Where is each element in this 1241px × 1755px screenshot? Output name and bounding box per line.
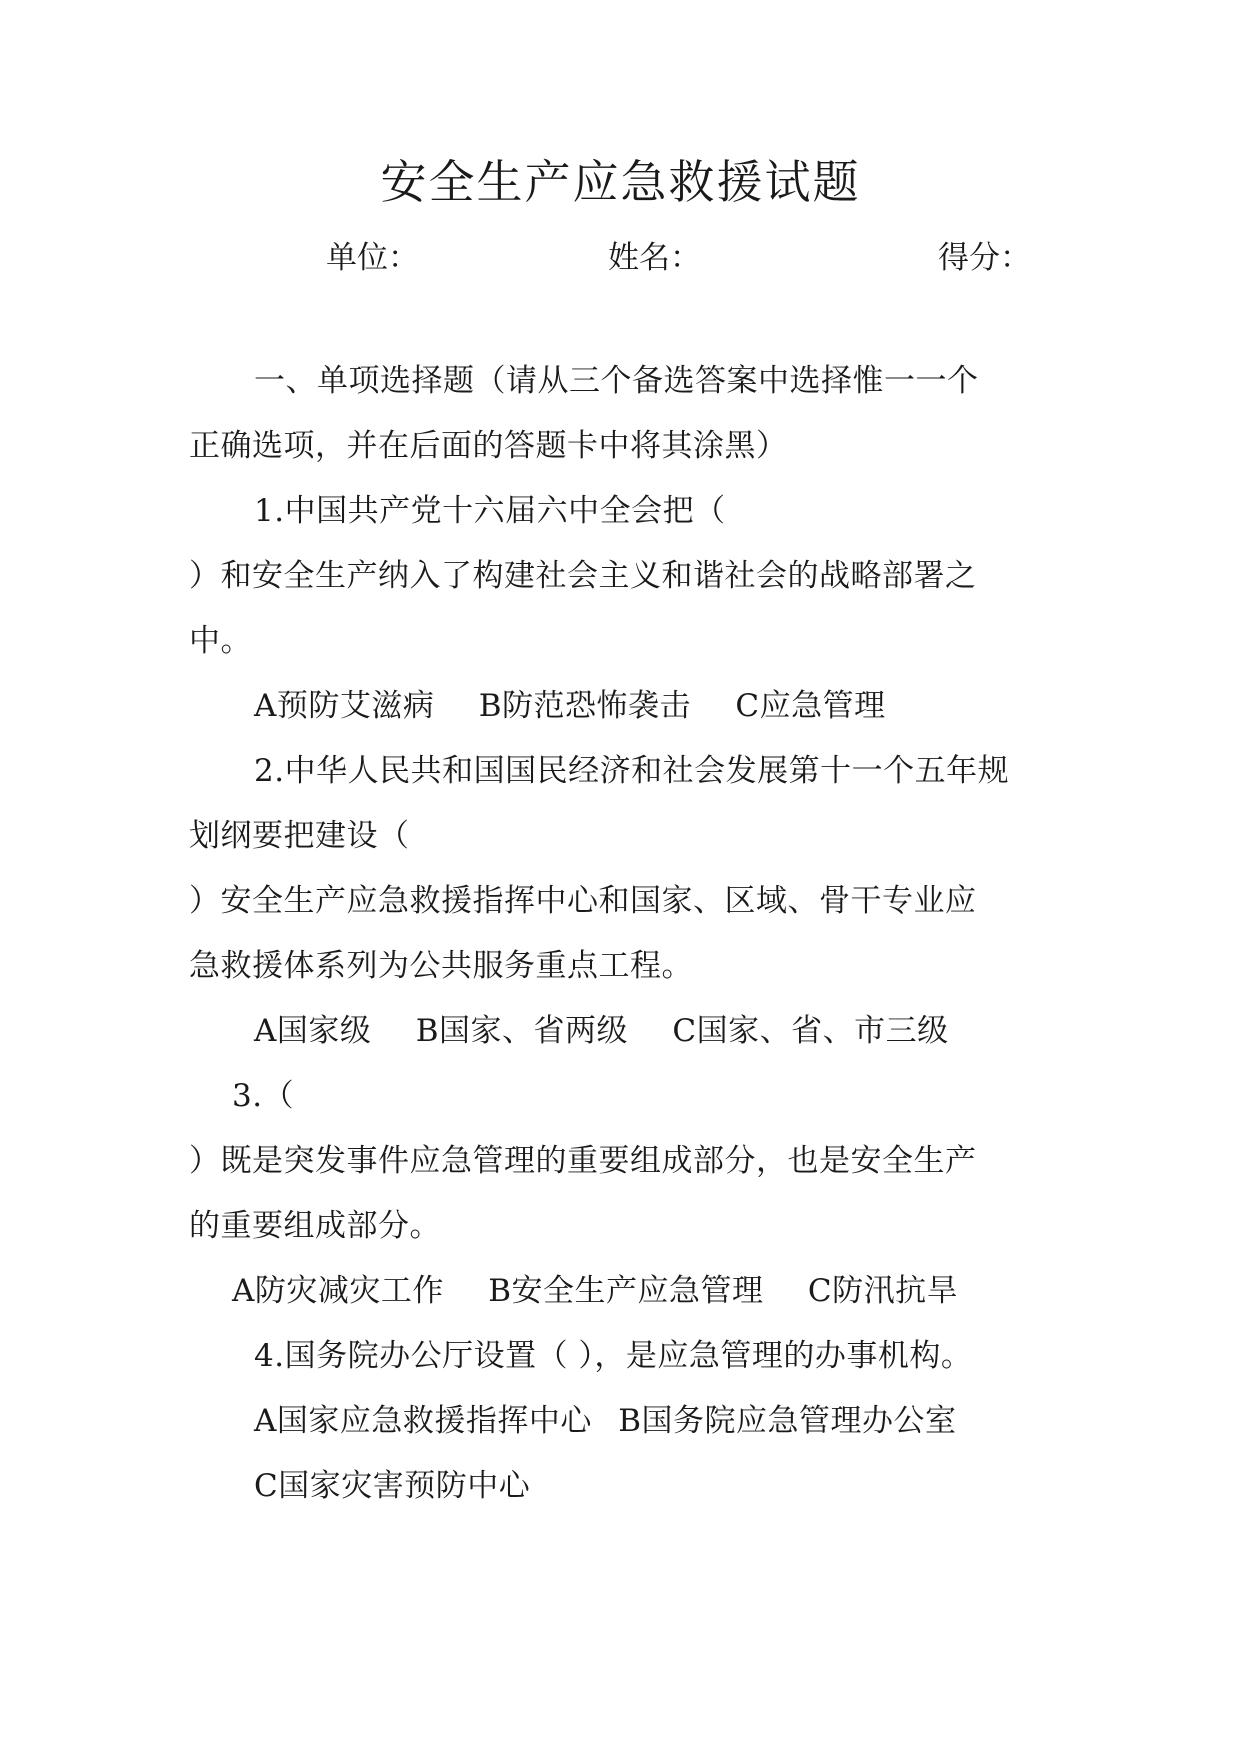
section-heading-line1: 一、单项选择题（请从三个备选答案中选择惟一一个	[254, 363, 979, 399]
question-3-options	[232, 1269, 958, 1313]
question-1-line1: 1.中国共产党十六届六中全会把（	[254, 493, 726, 529]
question-1-options	[254, 684, 886, 728]
question-2-option-c: C国家、省、市三级	[672, 1013, 949, 1049]
question-3-line1: 3.（	[232, 1078, 295, 1114]
question-2-line2: 划纲要把建设（	[189, 818, 410, 854]
question-3-option-a: A防灾减灾工作	[232, 1273, 444, 1309]
question-4-option-b: B国务院应急管理办公室	[618, 1403, 957, 1439]
question-1-option-a: A预防艾滋病	[254, 688, 435, 724]
question-2-line1: 2.中华人民共和国国民经济和社会发展第十一个五年规	[254, 753, 1010, 789]
question-2-option-a: A国家级	[254, 1013, 372, 1049]
question-3-option-c: C防汛抗旱	[807, 1273, 959, 1309]
question-4-option-a: A国家应急救援指挥中心	[254, 1403, 592, 1439]
question-2-line3: ）安全生产应急救援指挥中心和国家、区域、骨干专业应	[189, 883, 977, 919]
question-1-line2: ）和安全生产纳入了构建社会主义和谐社会的战略部署之	[189, 558, 977, 594]
question-3-line2: ）既是突发事件应急管理的重要组成部分，也是安全生产	[189, 1143, 977, 1179]
question-2-options	[254, 1009, 949, 1053]
question-2-option-b: B国家、省两级	[415, 1013, 629, 1049]
question-1-option-c: C应急管理	[735, 688, 886, 724]
question-4-options-row1	[254, 1399, 957, 1443]
question-1-line3: 中。	[189, 623, 252, 659]
question-2-line4: 急救援体系列为公共服务重点工程。	[189, 948, 693, 984]
question-3-line3: 的重要组成部分。	[189, 1208, 441, 1244]
question-1-option-b: B防范恐怖袭击	[478, 688, 692, 724]
question-4-line1: 4.国务院办公厅设置（ ），是应急管理的办事机构。	[254, 1338, 973, 1374]
name-field-label: 姓名：	[608, 240, 701, 276]
question-3-option-b: B安全生产应急管理	[488, 1273, 764, 1309]
question-4-option-c: C国家灾害预防中心	[254, 1468, 531, 1504]
document-title: 安全生产应急救援试题	[380, 155, 861, 209]
section-heading-line2: 正确选项，并在后面的答题卡中将其涂黑）	[189, 428, 788, 464]
score-field-label: 得分：	[938, 240, 1031, 276]
unit-field-label: 单位：	[326, 240, 419, 276]
question-4-options-row2	[254, 1464, 530, 1508]
